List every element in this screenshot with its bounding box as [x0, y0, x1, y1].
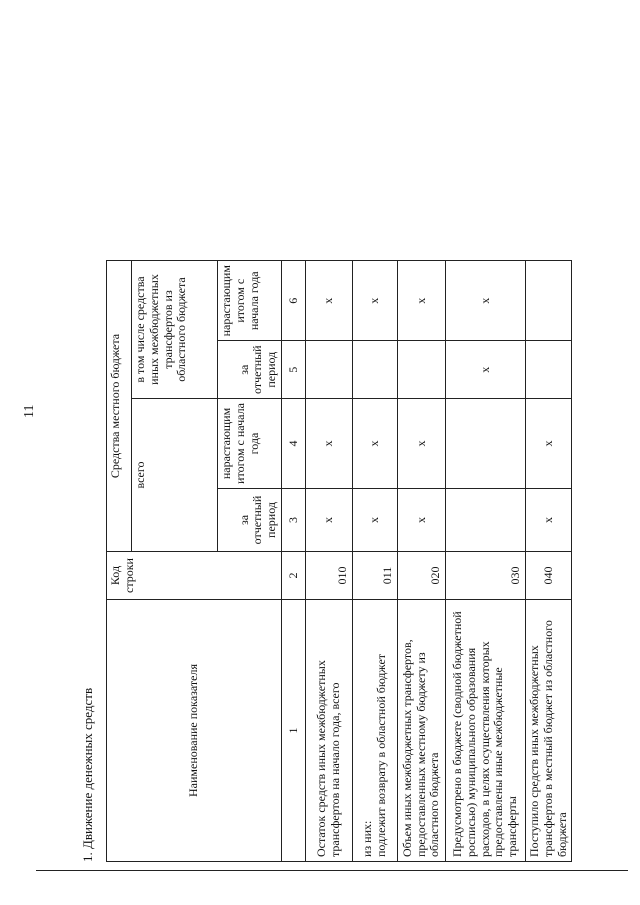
row-code: 040	[526, 552, 572, 600]
table-row	[353, 261, 398, 862]
cell-value: x	[446, 341, 526, 399]
row-name: из них: подлежит возврату в областной бюджет	[353, 600, 398, 862]
column-number: 5	[282, 341, 306, 399]
row-name: Предусмотрено в бюджете (сводной бюджетной росписью) муниципального образования расходов, в целях осуществления которых предоставлены иные межбюджетные трансферты	[446, 600, 526, 862]
cell-value	[526, 341, 572, 399]
cell-value	[353, 341, 398, 399]
header-total: всего	[132, 399, 218, 552]
cell-value: x	[526, 399, 572, 489]
cell-value	[526, 261, 572, 341]
row-name: Объем иных межбюджетных трансфертов, предоставленных местному бюджету из областного бюджета	[398, 600, 446, 862]
column-number: 2	[282, 552, 306, 600]
cell-value: x	[398, 489, 446, 552]
row-code: 010	[306, 552, 353, 600]
row-code: 020	[398, 552, 446, 600]
cell-value: x	[353, 261, 398, 341]
header-code: Код строки	[107, 552, 282, 600]
cell-value: x	[306, 399, 353, 489]
row-code: 011	[353, 552, 398, 600]
header-incl-period: за отчетный период	[218, 341, 282, 399]
row-code: 030	[446, 552, 526, 600]
cell-value: x	[306, 489, 353, 552]
header-incl-cumulative: нарастающим итогом с начала года	[218, 261, 282, 341]
cell-value	[446, 489, 526, 552]
column-numbers-row	[282, 261, 306, 862]
cell-value: x	[398, 261, 446, 341]
header-total-period: за отчетный период	[218, 489, 282, 552]
cell-value	[446, 399, 526, 489]
column-number: 4	[282, 399, 306, 489]
cell-value: x	[398, 399, 446, 489]
page-divider-line	[36, 870, 628, 871]
table-row	[526, 261, 572, 862]
header-indicator: Наименование показателя	[107, 600, 282, 862]
rotated-page-content	[80, 32, 580, 862]
cell-value: x	[446, 261, 526, 341]
cell-value: x	[353, 399, 398, 489]
column-number: 6	[282, 261, 306, 341]
cash-flow-table	[106, 260, 572, 862]
section-title: 1. Движение денежных средств	[80, 687, 95, 862]
row-name: Поступило средств иных межбюджетных трансфертов в местный бюджет из областного бюджета	[526, 600, 572, 862]
row-name: Остаток средств иных межбюджетных трансфертов на начало года, всего	[306, 600, 353, 862]
table-row	[398, 261, 446, 862]
cell-value: x	[526, 489, 572, 552]
column-number: 1	[282, 600, 306, 862]
cell-value: x	[306, 261, 353, 341]
table-row	[446, 261, 526, 862]
header-local-budget: Средства местного бюджета	[107, 261, 132, 552]
page-number: 11	[22, 404, 37, 418]
cell-value: x	[353, 489, 398, 552]
header-including: в том числе средства иных межбюджетных трансфертов из областного бюджета	[132, 261, 218, 399]
column-number: 3	[282, 489, 306, 552]
cell-value	[398, 341, 446, 399]
header-row-1	[107, 261, 132, 862]
table-row	[306, 261, 353, 862]
header-total-cumulative: нарастающим итогом с начала года	[218, 399, 282, 489]
cell-value	[306, 341, 353, 399]
